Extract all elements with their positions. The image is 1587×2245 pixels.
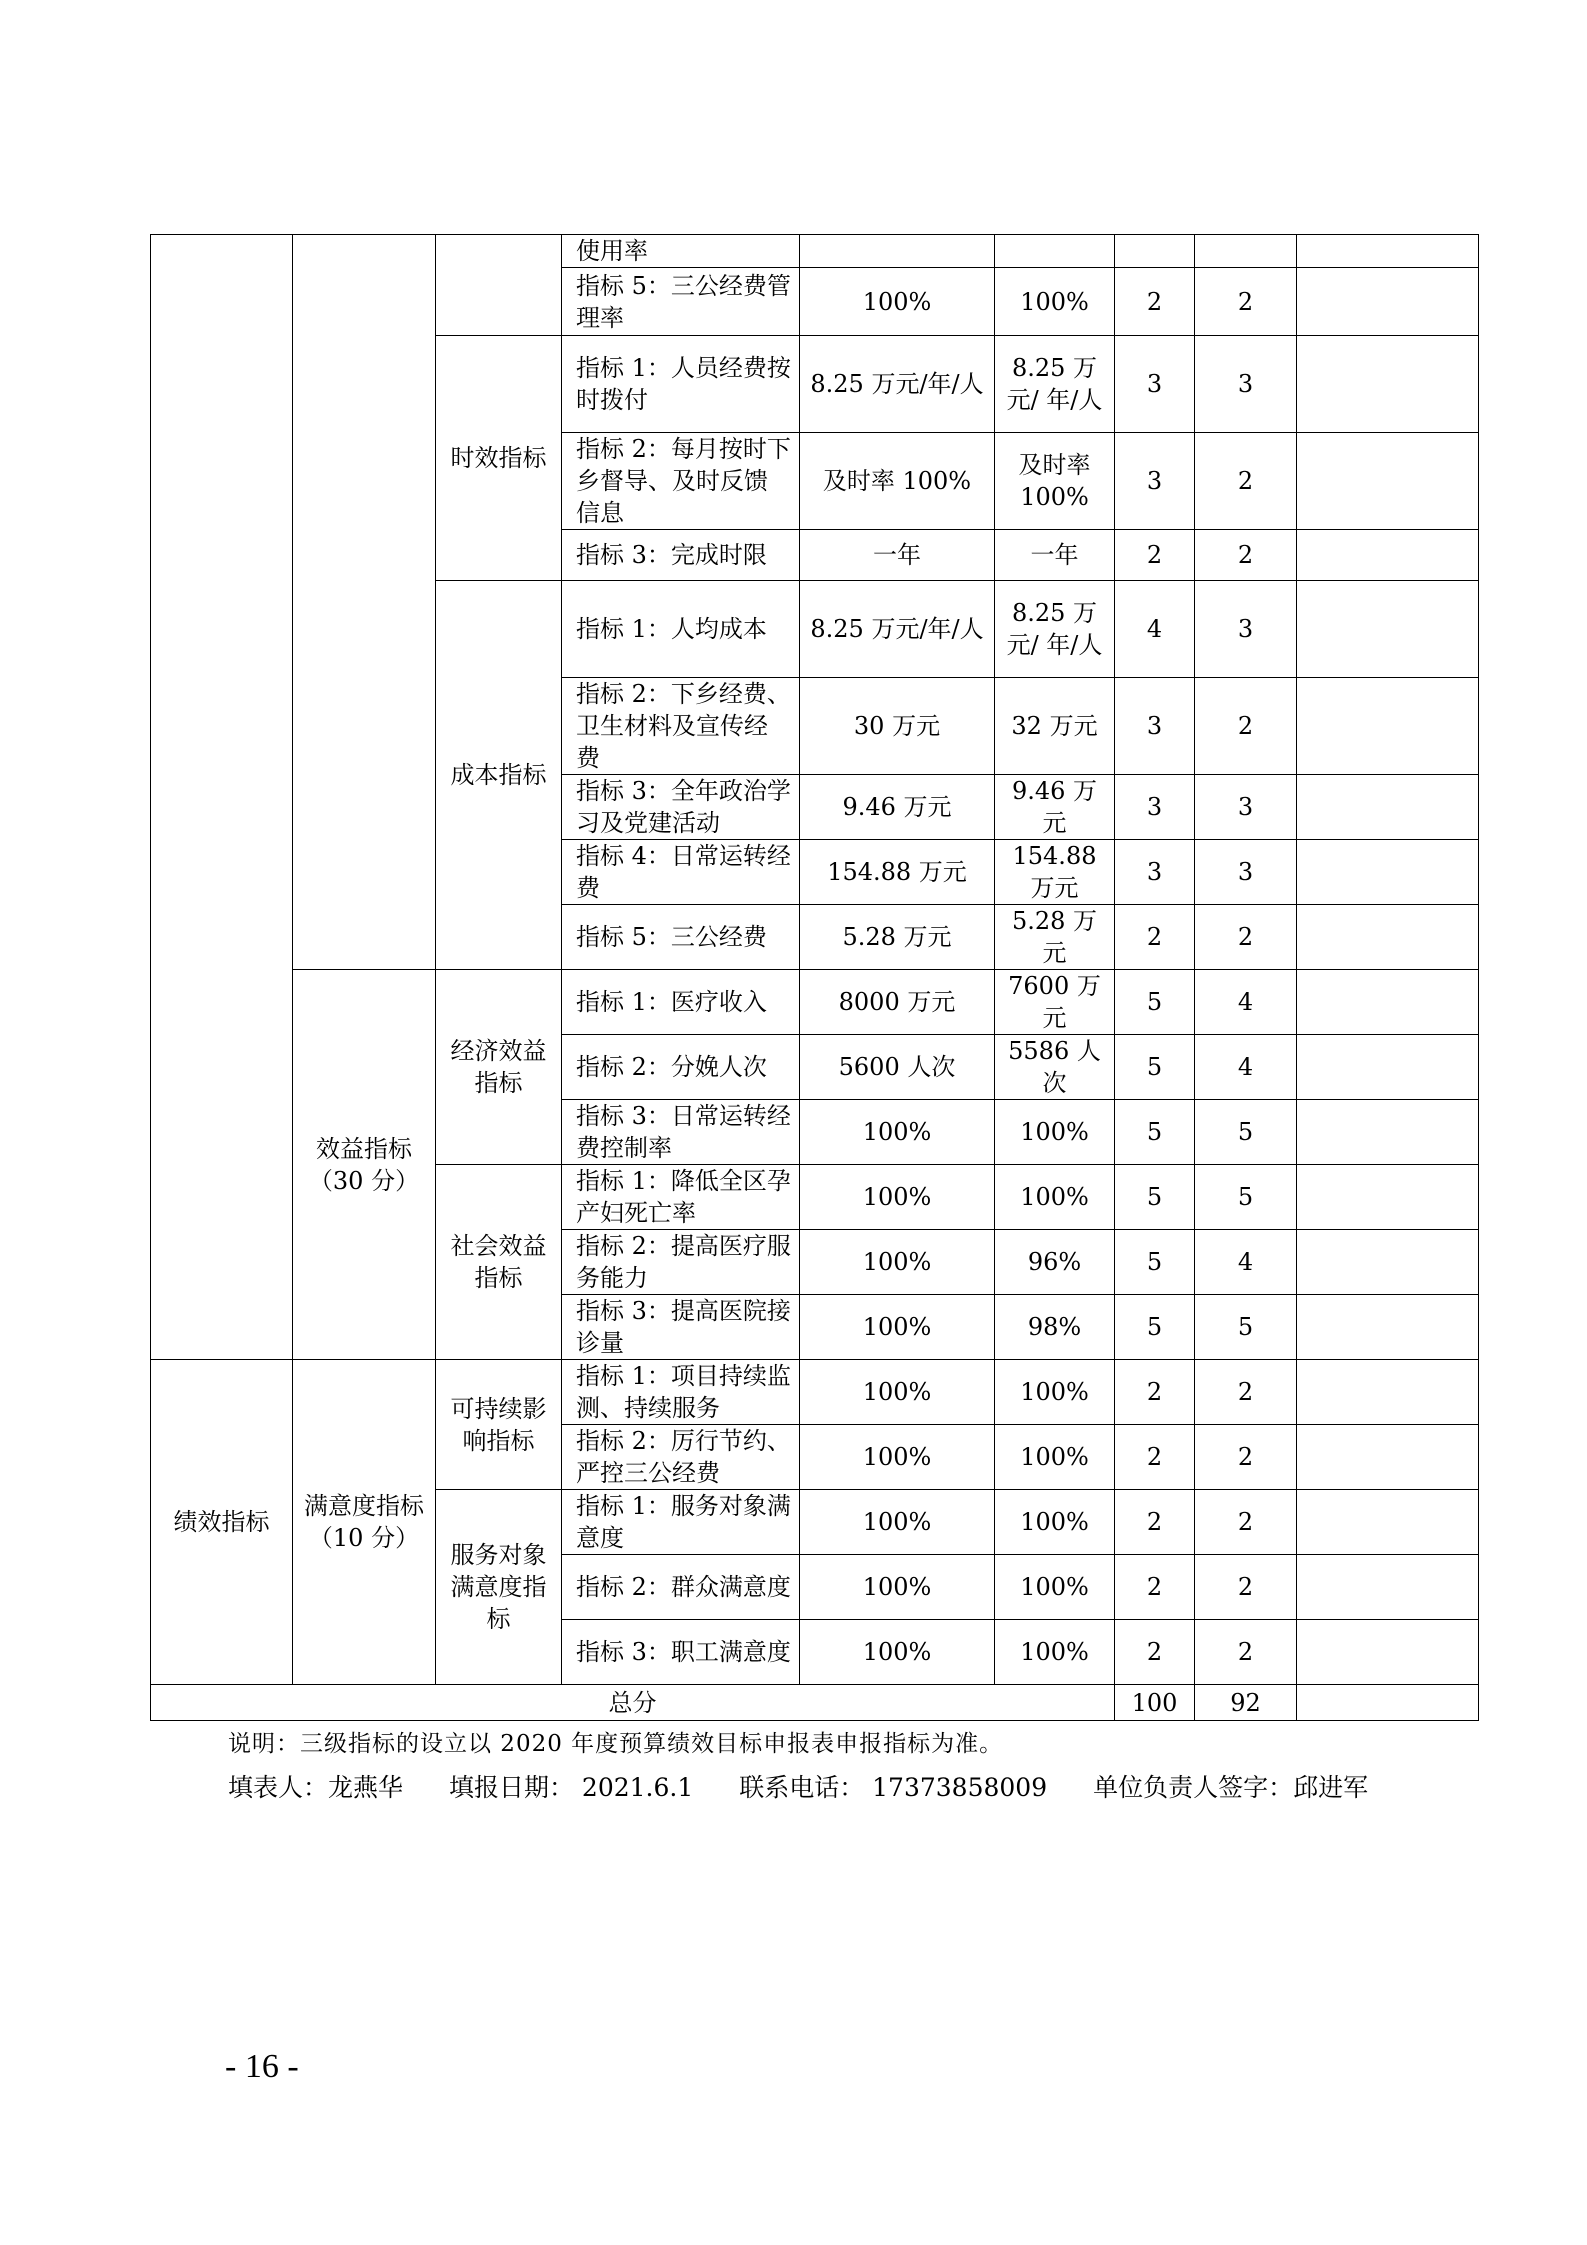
score-cell: 3 — [1195, 840, 1297, 905]
actual-cell: 100% — [995, 1555, 1115, 1620]
remark-cell — [1297, 336, 1479, 433]
actual-cell: 7600 万元 — [995, 970, 1115, 1035]
remark-cell — [1297, 1295, 1479, 1360]
full-score-cell: 2 — [1115, 1490, 1195, 1555]
level3-cell: 成本指标 — [436, 581, 562, 970]
indicator-cell: 指标 1：降低全区孕产妇死亡率 — [562, 1165, 800, 1230]
target-cell: 100% — [800, 1360, 995, 1425]
target-cell: 9.46 万元 — [800, 775, 995, 840]
total-full-score: 100 — [1115, 1685, 1195, 1721]
target-cell — [800, 235, 995, 268]
actual-cell: 8.25 万元/ 年/人 — [995, 336, 1115, 433]
full-score-cell: 2 — [1115, 1360, 1195, 1425]
target-cell: 及时率 100% — [800, 433, 995, 530]
indicator-cell: 指标 2：厉行节约、严控三公经费 — [562, 1425, 800, 1490]
table-row — [151, 1360, 1479, 1425]
indicator-cell: 指标 2：下乡经费、卫生材料及宣传经费 — [562, 678, 800, 775]
score-cell: 2 — [1195, 268, 1297, 336]
actual-cell: 100% — [995, 1425, 1115, 1490]
target-cell: 8000 万元 — [800, 970, 995, 1035]
indicator-cell: 指标 5：三公经费 — [562, 905, 800, 970]
actual-cell: 100% — [995, 1100, 1115, 1165]
table-note: 说明：三级指标的设立以 2020 年度预算绩效目标申报表申报指标为准。 — [228, 1731, 1004, 1757]
score-cell: 5 — [1195, 1165, 1297, 1230]
level1-cell: 绩效指标 — [151, 1360, 293, 1685]
score-cell: 3 — [1195, 775, 1297, 840]
actual-cell: 一年 — [995, 530, 1115, 581]
full-score-cell: 2 — [1115, 530, 1195, 581]
unit-head-signature: 单位负责人签字：邱进军 — [1093, 1773, 1369, 1802]
full-score-cell: 5 — [1115, 1165, 1195, 1230]
target-cell: 100% — [800, 1165, 995, 1230]
table-row — [151, 235, 1479, 268]
actual-cell: 100% — [995, 1165, 1115, 1230]
target-cell: 100% — [800, 1555, 995, 1620]
remark-cell — [1297, 1555, 1479, 1620]
target-cell: 30 万元 — [800, 678, 995, 775]
full-score-cell: 2 — [1115, 1620, 1195, 1685]
level3-cell: 可持续影响指标 — [436, 1360, 562, 1490]
indicator-cell: 指标 1：服务对象满意度 — [562, 1490, 800, 1555]
full-score-cell: 2 — [1115, 1425, 1195, 1490]
remark-cell — [1297, 840, 1479, 905]
score-cell: 4 — [1195, 1230, 1297, 1295]
remark-cell — [1297, 1100, 1479, 1165]
score-cell: 2 — [1195, 433, 1297, 530]
remark-cell — [1297, 678, 1479, 775]
indicator-cell: 指标 3：完成时限 — [562, 530, 800, 581]
score-cell: 3 — [1195, 336, 1297, 433]
full-score-cell: 5 — [1115, 1035, 1195, 1100]
indicator-cell: 指标 1：人员经费按时拨付 — [562, 336, 800, 433]
score-cell: 2 — [1195, 1425, 1297, 1490]
target-cell: 100% — [800, 1230, 995, 1295]
actual-cell: 9.46 万元 — [995, 775, 1115, 840]
fill-date: 填报日期： 2021.6.1 — [448, 1773, 694, 1802]
indicator-cell: 指标 2：分娩人次 — [562, 1035, 800, 1100]
actual-cell: 100% — [995, 1360, 1115, 1425]
indicator-cell: 指标 5：三公经费管理率 — [562, 268, 800, 336]
remark-cell — [1297, 1165, 1479, 1230]
remark-cell — [1297, 1360, 1479, 1425]
full-score-cell: 3 — [1115, 433, 1195, 530]
target-cell: 8.25 万元/年/人 — [800, 581, 995, 678]
full-score-cell: 5 — [1115, 1295, 1195, 1360]
remark-cell — [1297, 1490, 1479, 1555]
target-cell: 5600 人次 — [800, 1035, 995, 1100]
actual-cell: 8.25 万元/ 年/人 — [995, 581, 1115, 678]
score-cell: 2 — [1195, 678, 1297, 775]
contact-phone: 联系电话： 17373858009 — [739, 1773, 1048, 1802]
total-row — [151, 1685, 1479, 1721]
indicator-cell: 指标 3：提高医院接诊量 — [562, 1295, 800, 1360]
actual-cell: 100% — [995, 1490, 1115, 1555]
indicator-cell: 使用率 — [562, 235, 800, 268]
actual-cell: 100% — [995, 268, 1115, 336]
indicator-cell: 指标 4：日常运转经费 — [562, 840, 800, 905]
actual-cell: 及时率 100% — [995, 433, 1115, 530]
actual-cell: 154.88 万元 — [995, 840, 1115, 905]
target-cell: 154.88 万元 — [800, 840, 995, 905]
remark-cell — [1297, 1425, 1479, 1490]
remark-cell — [1297, 905, 1479, 970]
target-cell: 100% — [800, 1295, 995, 1360]
level2-cell: 效益指标（30 分） — [293, 970, 436, 1360]
remark-cell — [1297, 235, 1479, 268]
level2-cell — [293, 235, 436, 970]
target-cell: 5.28 万元 — [800, 905, 995, 970]
full-score-cell: 5 — [1115, 1100, 1195, 1165]
actual-cell: 32 万元 — [995, 678, 1115, 775]
full-score-cell: 2 — [1115, 1555, 1195, 1620]
remark-cell — [1297, 1230, 1479, 1295]
full-score-cell: 5 — [1115, 970, 1195, 1035]
level3-cell: 经济效益指标 — [436, 970, 562, 1165]
target-cell: 100% — [800, 1620, 995, 1685]
actual-cell — [995, 235, 1115, 268]
target-cell: 100% — [800, 1425, 995, 1490]
indicator-cell: 指标 2：提高医疗服务能力 — [562, 1230, 800, 1295]
level3-cell: 社会效益指标 — [436, 1165, 562, 1360]
score-cell: 2 — [1195, 1360, 1297, 1425]
actual-cell: 100% — [995, 1620, 1115, 1685]
target-cell: 100% — [800, 268, 995, 336]
remark-cell — [1297, 268, 1479, 336]
indicator-cell: 指标 2：群众满意度 — [562, 1555, 800, 1620]
full-score-cell: 3 — [1115, 336, 1195, 433]
level3-cell — [436, 235, 562, 336]
target-cell: 100% — [800, 1100, 995, 1165]
level3-cell: 时效指标 — [436, 336, 562, 581]
full-score-cell: 3 — [1115, 840, 1195, 905]
level1-cell — [151, 235, 293, 1360]
remark-cell — [1297, 581, 1479, 678]
indicator-cell: 指标 2：每月按时下乡督导、及时反馈信息 — [562, 433, 800, 530]
score-cell: 2 — [1195, 530, 1297, 581]
indicator-cell: 指标 3：日常运转经费控制率 — [562, 1100, 800, 1165]
full-score-cell: 2 — [1115, 268, 1195, 336]
score-cell: 5 — [1195, 1295, 1297, 1360]
remark-cell — [1297, 775, 1479, 840]
score-cell: 2 — [1195, 905, 1297, 970]
table-row — [151, 970, 1479, 1035]
score-cell: 2 — [1195, 1620, 1297, 1685]
remark-cell — [1297, 530, 1479, 581]
remark-cell — [1297, 970, 1479, 1035]
remark-cell — [1297, 1620, 1479, 1685]
page-number: - 16 - — [225, 2048, 299, 2085]
indicator-cell: 指标 1：人均成本 — [562, 581, 800, 678]
target-cell: 8.25 万元/年/人 — [800, 336, 995, 433]
score-cell: 2 — [1195, 1555, 1297, 1620]
indicator-cell: 指标 1：医疗收入 — [562, 970, 800, 1035]
score-cell: 4 — [1195, 1035, 1297, 1100]
level3-cell: 服务对象满意度指标 — [436, 1490, 562, 1685]
total-label: 总分 — [151, 1685, 1115, 1721]
filler-name: 填表人：龙燕华 — [228, 1773, 404, 1802]
full-score-cell: 5 — [1115, 1230, 1195, 1295]
actual-cell: 98% — [995, 1295, 1115, 1360]
full-score-cell: 3 — [1115, 678, 1195, 775]
score-cell — [1195, 235, 1297, 268]
remark-cell — [1297, 433, 1479, 530]
total-score: 92 — [1195, 1685, 1297, 1721]
actual-cell: 5.28 万元 — [995, 905, 1115, 970]
score-cell: 4 — [1195, 970, 1297, 1035]
actual-cell: 5586 人次 — [995, 1035, 1115, 1100]
total-remark — [1297, 1685, 1479, 1721]
full-score-cell — [1115, 235, 1195, 268]
target-cell: 100% — [800, 1490, 995, 1555]
performance-evaluation-table — [150, 234, 1479, 1721]
full-score-cell: 4 — [1115, 581, 1195, 678]
score-cell: 5 — [1195, 1100, 1297, 1165]
full-score-cell: 3 — [1115, 775, 1195, 840]
actual-cell: 96% — [995, 1230, 1115, 1295]
filler-info — [228, 1768, 1406, 1804]
score-cell: 3 — [1195, 581, 1297, 678]
indicator-cell: 指标 1：项目持续监测、持续服务 — [562, 1360, 800, 1425]
indicator-cell: 指标 3：职工满意度 — [562, 1620, 800, 1685]
score-cell: 2 — [1195, 1490, 1297, 1555]
full-score-cell: 2 — [1115, 905, 1195, 970]
indicator-cell: 指标 3：全年政治学习及党建活动 — [562, 775, 800, 840]
level2-cell: 满意度指标（10 分） — [293, 1360, 436, 1685]
remark-cell — [1297, 1035, 1479, 1100]
target-cell: 一年 — [800, 530, 995, 581]
